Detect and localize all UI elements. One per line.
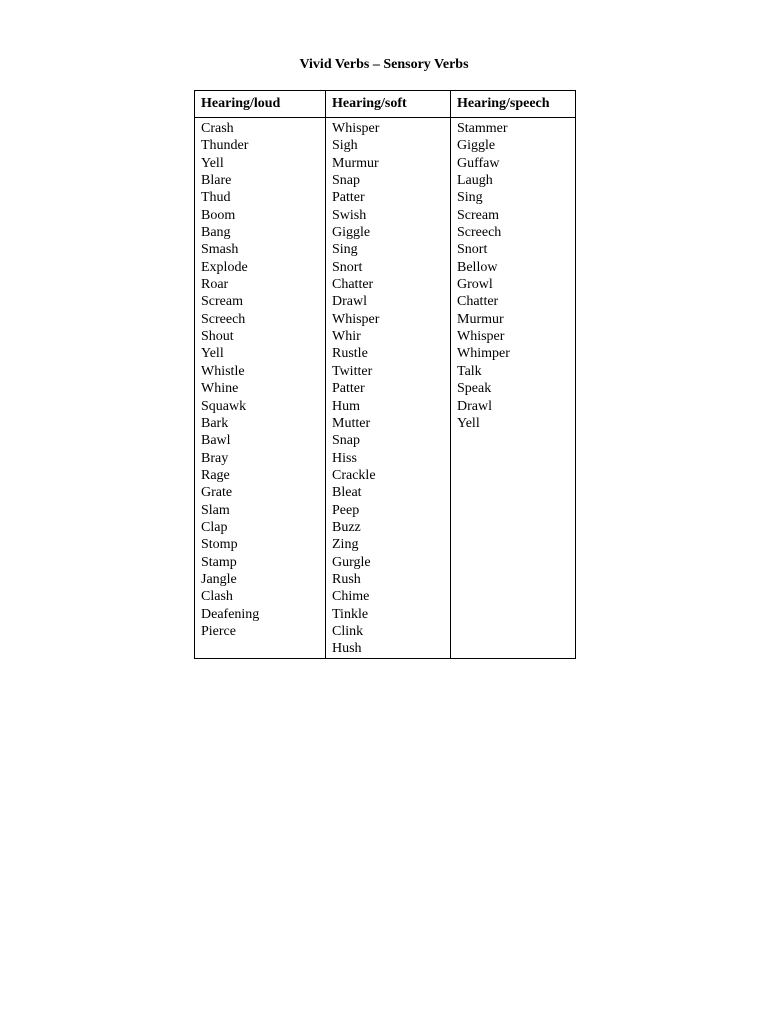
verb-word: Snap: [332, 433, 360, 449]
verb-word: Hiss: [332, 450, 357, 466]
header-hearing-speech: Hearing/speech: [451, 91, 576, 118]
verb-word: Hush: [332, 641, 362, 657]
verb-word: Growl: [457, 277, 493, 293]
verb-word: Zing: [332, 537, 359, 553]
verb-word: Blare: [201, 173, 232, 189]
verb-word: Buzz: [332, 519, 361, 535]
verb-word: Crackle: [332, 467, 376, 483]
verb-word: Scream: [457, 207, 499, 223]
verb-word: Smash: [201, 242, 239, 258]
verb-word: Murmur: [332, 155, 379, 171]
verb-word: Grate: [201, 485, 233, 501]
column-hearing-soft: [326, 118, 451, 659]
verb-word: Bark: [201, 415, 229, 431]
verb-word: Mutter: [332, 415, 371, 431]
verb-word: Chatter: [457, 294, 499, 310]
verb-word: Clink: [332, 623, 364, 639]
column-hearing-speech: [451, 118, 576, 659]
verb-word: Hum: [332, 398, 360, 414]
verb-word: Sing: [457, 190, 483, 206]
verb-word: Whisper: [332, 311, 380, 327]
verb-word: Sing: [332, 242, 358, 258]
verb-word: Twitter: [332, 363, 373, 379]
verb-word: Gurgle: [332, 554, 371, 570]
header-hearing-loud: Hearing/loud: [195, 91, 326, 118]
verb-word: Rush: [332, 571, 361, 587]
verb-word: Deafening: [201, 606, 260, 622]
verb-word: Yell: [201, 155, 224, 171]
verb-word: Laugh: [457, 173, 493, 189]
verb-word: Peep: [332, 502, 360, 518]
verb-word: Snort: [457, 242, 488, 258]
verb-word: Stomp: [201, 537, 238, 553]
verb-word: Thud: [201, 190, 231, 206]
document-title: Vivid Verbs – Sensory Verbs: [299, 57, 469, 72]
verb-word: Whir: [332, 329, 361, 345]
verb-word: Pierce: [201, 623, 236, 639]
verb-word: Jangle: [201, 571, 237, 587]
verb-word: Giggle: [457, 138, 496, 154]
verb-word: Slam: [201, 502, 230, 518]
verb-word: Bray: [201, 450, 229, 466]
verb-word: Whisper: [332, 121, 380, 136]
word-row: [195, 118, 576, 659]
verb-word: Whimper: [457, 346, 510, 362]
verb-word: Squawk: [201, 398, 247, 414]
verb-word: Bawl: [201, 433, 231, 449]
verb-word: Clash: [201, 589, 233, 605]
verb-word: Tinkle: [332, 606, 369, 622]
header-hearing-soft: Hearing/soft: [326, 91, 451, 118]
verb-word: Drawl: [457, 398, 492, 414]
verb-word: Whistle: [201, 363, 245, 379]
verb-word: Patter: [332, 381, 365, 397]
table-body: [195, 118, 576, 659]
column-hearing-loud: [195, 118, 326, 659]
verb-word: Bang: [201, 225, 231, 241]
verb-word: Stamp: [201, 554, 237, 570]
verb-table: [194, 90, 576, 659]
verb-word: Chime: [332, 589, 370, 605]
verb-word: Roar: [201, 277, 229, 293]
verb-word: Murmur: [457, 311, 504, 327]
verb-word: Yell: [201, 346, 224, 362]
verb-word: Drawl: [332, 294, 367, 310]
verb-word: Shout: [201, 329, 234, 345]
verb-word: Bleat: [332, 485, 362, 501]
header-row: [195, 91, 576, 118]
verb-word: Thunder: [201, 138, 249, 154]
verb-word: Crash: [201, 121, 234, 136]
verb-word: Guffaw: [457, 155, 500, 171]
verb-word: Snort: [332, 259, 363, 275]
verb-word: Patter: [332, 190, 365, 206]
verb-word: Sigh: [332, 138, 358, 154]
verb-word: Boom: [201, 207, 236, 223]
verb-word: Whisper: [457, 329, 505, 345]
verb-word: Swish: [332, 207, 367, 223]
verb-word: Scream: [201, 294, 243, 310]
verb-word: Snap: [332, 173, 360, 189]
verb-word: Stammer: [457, 121, 508, 136]
table-header: [195, 91, 576, 118]
verb-word: Screech: [201, 311, 246, 327]
verb-word: Speak: [457, 381, 492, 397]
verb-word: Explode: [201, 259, 248, 275]
verb-word: Rage: [201, 467, 230, 483]
verb-word: Talk: [457, 363, 482, 379]
verb-word: Bellow: [457, 259, 498, 275]
verb-word: Yell: [457, 415, 480, 431]
verb-word: Rustle: [332, 346, 368, 362]
verb-word: Whine: [201, 381, 239, 397]
verb-word: Chatter: [332, 277, 374, 293]
verb-word: Clap: [201, 519, 228, 535]
verb-word: Screech: [457, 225, 502, 241]
verb-word: Giggle: [332, 225, 371, 241]
